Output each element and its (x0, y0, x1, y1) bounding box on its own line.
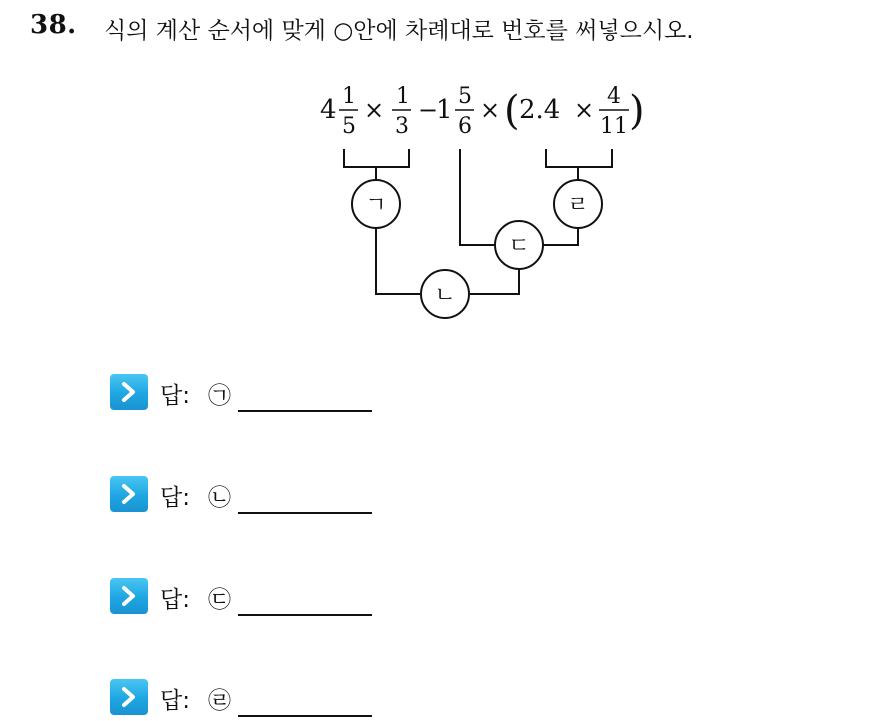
term2-denominator: 3 (395, 114, 409, 139)
node-c (495, 221, 543, 269)
answer-prefix: 답: (160, 485, 190, 511)
term3-numerator: 5 (458, 84, 472, 109)
answer-blank-a[interactable] (238, 410, 372, 412)
answer-row-a (110, 374, 410, 414)
term1-whole: 4 (320, 95, 337, 125)
term2-numerator: 1 (396, 84, 410, 109)
question-text: 식의 계산 순서에 맞게 ○안에 차례대로 번호를 써넣으시오. (104, 18, 694, 44)
answer-mark: ㉡ (208, 485, 231, 511)
answer-blank-b[interactable] (238, 512, 372, 514)
arrow-icon (110, 476, 148, 512)
open-paren: ( (504, 88, 520, 134)
node-d-label: ㄹ (567, 193, 589, 218)
term5-denominator: 11 (600, 114, 628, 139)
answer-mark: ㉢ (208, 587, 231, 613)
times-sign-1: × (364, 96, 385, 124)
question-number: 38. (30, 10, 77, 40)
node-a-label: ㄱ (365, 193, 387, 218)
answer-row-b (110, 476, 410, 516)
term1-numerator: 1 (342, 84, 356, 109)
answer-prefix: 답: (160, 383, 190, 409)
line-node-c-to-node-b (470, 269, 519, 294)
term3-whole: 1 (436, 95, 453, 125)
node-c-label: ㄷ (508, 234, 530, 259)
arrow-icon (110, 374, 148, 410)
node-b (421, 270, 469, 318)
line-node-d-to-node-c (543, 228, 578, 245)
term1-denominator: 5 (342, 114, 356, 139)
answer-mark: ㉣ (208, 688, 231, 714)
bracket-a (344, 149, 409, 167)
times-sign-2: × (480, 96, 501, 124)
line-term3-to-node-c (460, 149, 494, 245)
bracket-d (546, 149, 612, 167)
answer-mark: ㉠ (208, 383, 231, 409)
calculation-order-diagram (0, 0, 884, 360)
answer-row-d (110, 679, 410, 719)
node-b-label: ㄴ (434, 283, 456, 308)
answer-prefix: 답: (160, 688, 190, 714)
answer-row-c (110, 578, 410, 618)
minus-sign: − (418, 96, 439, 124)
answer-blank-d[interactable] (238, 715, 372, 717)
arrow-icon (110, 679, 148, 715)
term5-numerator: 4 (607, 84, 621, 109)
answer-blank-c[interactable] (238, 614, 372, 616)
node-d (554, 180, 602, 228)
answer-prefix: 답: (160, 587, 190, 613)
term4-decimal: 2.4 (519, 95, 561, 125)
node-a (352, 180, 400, 228)
line-node-a-to-node-b (376, 228, 420, 294)
expression (320, 84, 645, 139)
times-sign-3: × (574, 96, 595, 124)
close-paren: ) (629, 88, 645, 134)
term3-denominator: 6 (458, 114, 472, 139)
arrow-icon (110, 578, 148, 614)
